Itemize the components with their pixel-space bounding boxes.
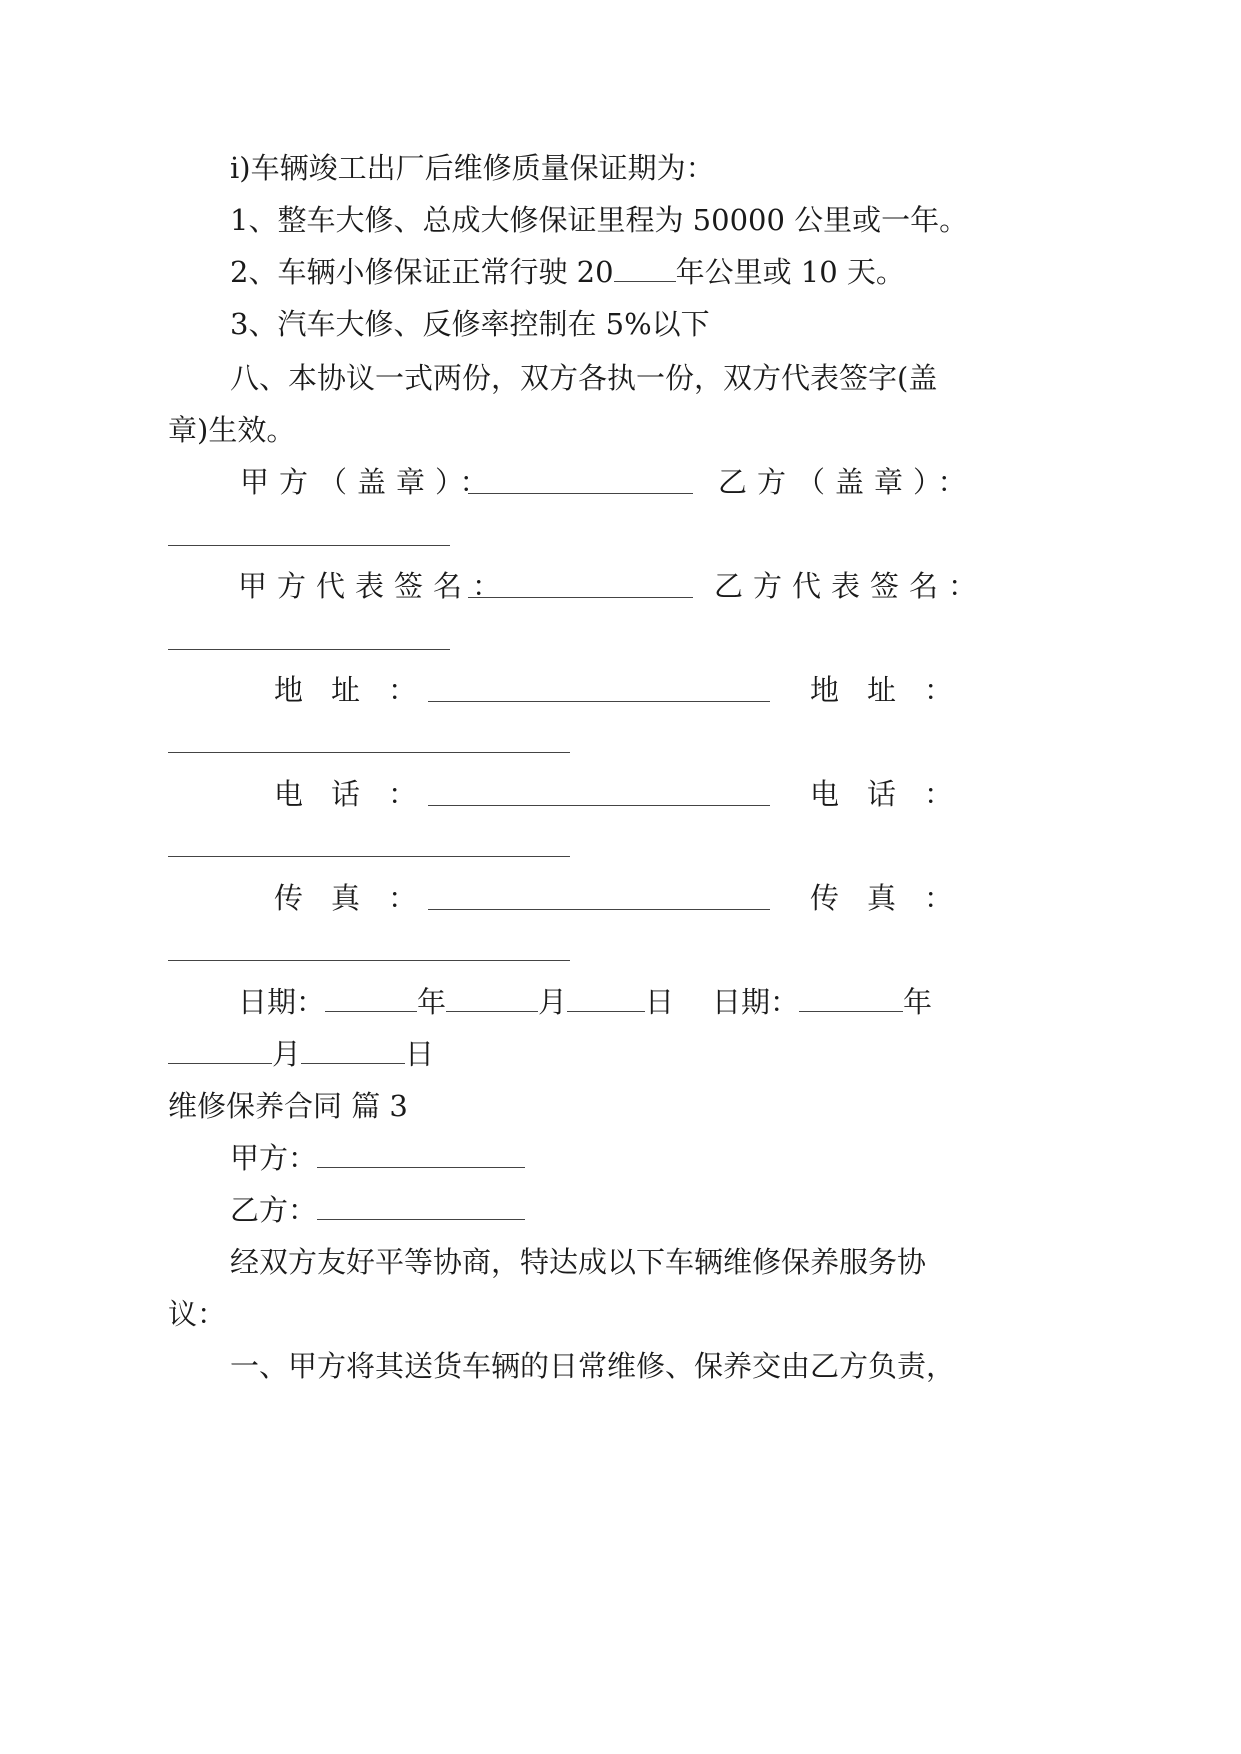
- day-label: 日: [645, 985, 675, 1019]
- month-label: 月: [538, 985, 568, 1019]
- party-b-seal-blank: [168, 545, 450, 546]
- party-b-fax-blank: [168, 960, 570, 961]
- section-3-intro-line-2: 议：: [168, 1297, 227, 1331]
- party-b-rep-blank: [168, 649, 450, 650]
- party-a-rep-blank: [468, 597, 693, 598]
- party-a-fax-label: 传真：: [274, 881, 446, 915]
- blank-line: [567, 983, 645, 1012]
- clause-8-line-2: 章)生效。: [168, 413, 296, 447]
- party-b-date: [712, 982, 932, 1022]
- date-label: 日期：: [712, 985, 800, 1019]
- warranty-intro: i)车辆竣工出厂后维修质量保证期为：: [230, 151, 715, 185]
- party-a-phone-blank: [428, 805, 770, 806]
- year-label: 年: [903, 985, 933, 1019]
- month-label: 月: [272, 1037, 302, 1071]
- party-b-phone-label: 电话：: [810, 777, 982, 811]
- party-a-phone-label: 电话：: [274, 777, 446, 811]
- section-3-party-b: [230, 1190, 525, 1230]
- party-b-seal-label: 乙方（盖章）：: [718, 465, 977, 499]
- warranty-item-2-text-b: 年公里或 10 天。: [675, 255, 905, 289]
- party-a-address-label: 地址：: [274, 673, 446, 707]
- blank-line: [799, 983, 903, 1012]
- party-a-seal-blank: [468, 493, 693, 494]
- party-b-address-blank: [168, 752, 570, 753]
- warranty-item-3: 3、汽车大修、反修率控制在 5%以下: [230, 307, 710, 341]
- section-3-intro-line-1: 经双方友好平等协商，特达成以下车辆维修保养服务协: [230, 1245, 927, 1279]
- blank-line: [317, 1139, 525, 1168]
- blank-line: [168, 1035, 272, 1064]
- blank-line: [317, 1191, 525, 1220]
- date-label: 日期：: [238, 985, 326, 1019]
- section-3-clause-1: 一、甲方将其送货车辆的日常维修、保养交由乙方负责，: [230, 1349, 956, 1383]
- blank-line: [325, 983, 417, 1012]
- party-a-address-blank: [428, 701, 770, 702]
- party-a-label: 甲方：: [230, 1141, 318, 1175]
- year-label: 年: [417, 985, 447, 1019]
- blank-line: [301, 1035, 405, 1064]
- day-label: 日: [405, 1037, 435, 1071]
- party-b-rep-label: 乙方代表签名：: [714, 569, 988, 603]
- warranty-item-2-text-a: 2、车辆小修保证正常行驶 20: [230, 255, 614, 289]
- party-b-label: 乙方：: [230, 1193, 318, 1227]
- warranty-item-1: 1、整车大修、总成大修保证里程为 50000 公里或一年。: [230, 203, 969, 237]
- section-3-heading: 维修保养合同 篇 3: [168, 1089, 408, 1123]
- clause-8-line-1: 八、本协议一式两份，双方各执一份，双方代表签字(盖: [230, 361, 938, 395]
- section-3-party-a: [230, 1138, 525, 1178]
- party-a-seal-label: 甲方（盖章）：: [240, 465, 499, 499]
- party-b-fax-label: 传真：: [810, 881, 982, 915]
- blank-line: [614, 253, 676, 282]
- warranty-item-2: [230, 252, 905, 292]
- blank-line: [446, 983, 538, 1012]
- party-a-date: [238, 982, 674, 1022]
- party-b-date-cont: [168, 1034, 434, 1074]
- party-a-rep-label: 甲方代表签名：: [238, 569, 512, 603]
- party-a-fax-blank: [428, 909, 770, 910]
- party-b-address-label: 地址：: [810, 673, 982, 707]
- party-b-phone-blank: [168, 856, 570, 857]
